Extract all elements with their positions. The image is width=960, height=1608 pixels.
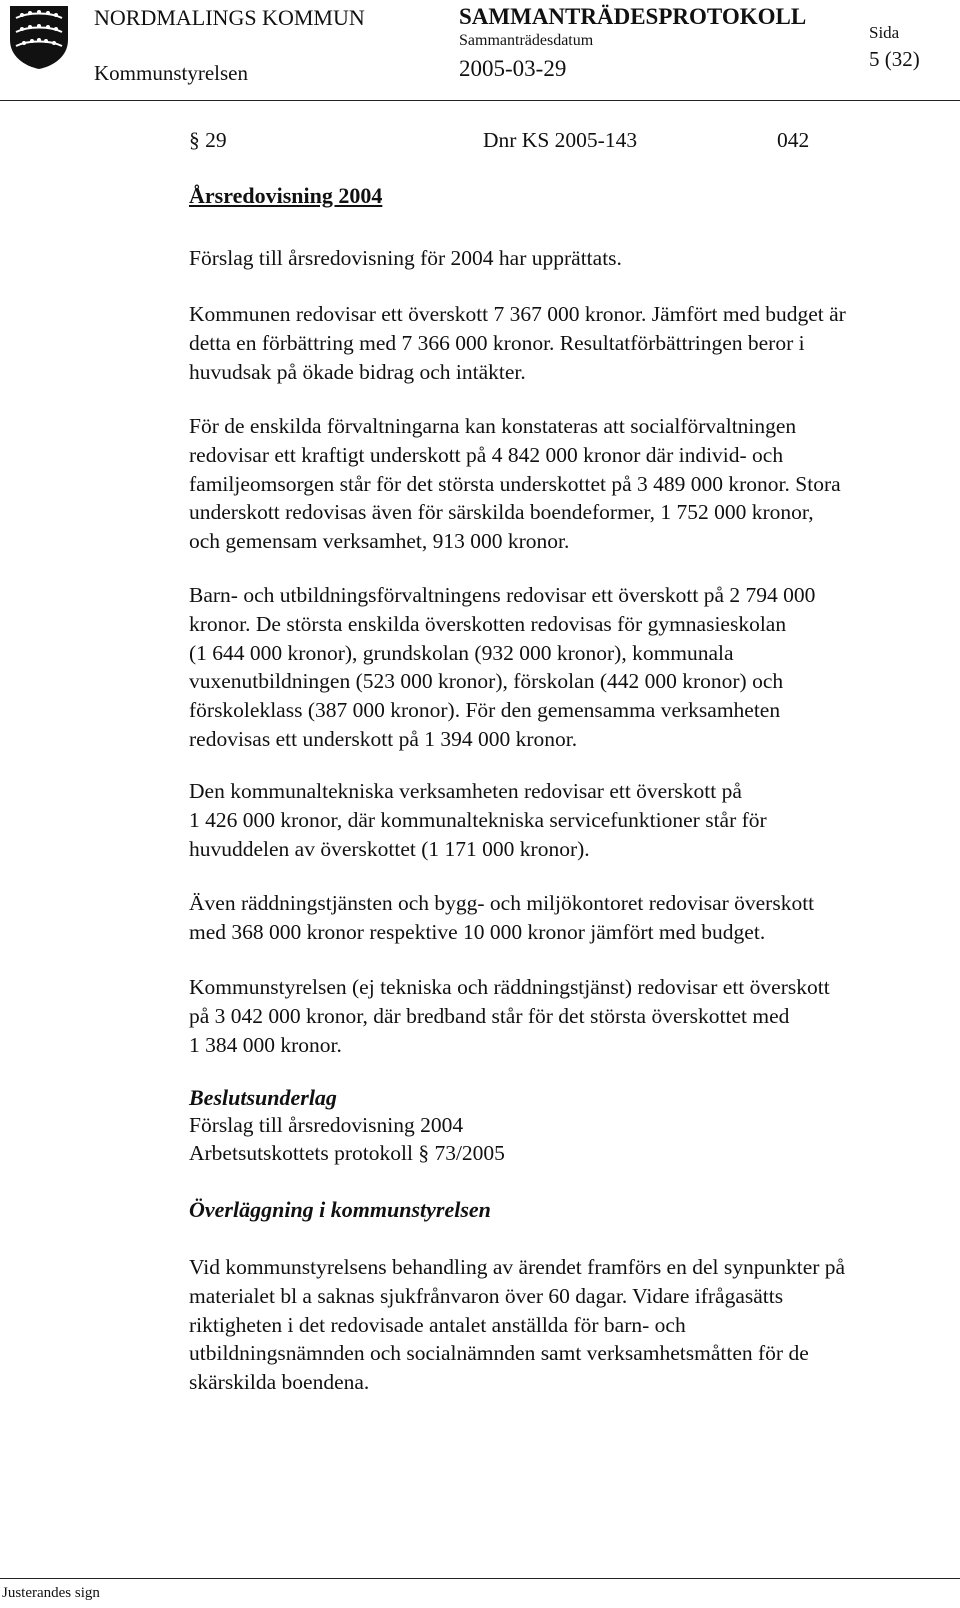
decision-basis-item: Arbetsutskottets protokoll § 73/2005 bbox=[189, 1141, 505, 1165]
paragraph-number: § 29 bbox=[189, 128, 227, 152]
deliberation-heading: Överläggning i kommunstyrelsen bbox=[189, 1197, 491, 1222]
meeting-date-value: 2005-03-29 bbox=[459, 56, 567, 81]
paragraph-6: Även räddningstjänsten och bygg- och miljökontoret redovisar överskott med 368 000 kronor respektive 10 000 kronor jämfört med budget. bbox=[189, 891, 815, 944]
page-label: Sida bbox=[869, 23, 900, 42]
paragraph-1: Förslag till årsredovisning för 2004 har upprättats. bbox=[189, 246, 622, 270]
page-number: 5 (32) bbox=[869, 47, 920, 71]
archive-code: 042 bbox=[777, 128, 810, 152]
decision-basis-item: Förslag till årsredovisning 2004 bbox=[189, 1113, 464, 1137]
decision-basis-heading: Beslutsunderlag bbox=[189, 1085, 337, 1110]
signature-label: Justerandes sign bbox=[2, 1585, 100, 1601]
deliberation-text: Vid kommunstyrelsens behandling av ärendet framförs en del synpunkter på materialet bl a saknas sjukfrånvaron över 60 dagar. Vidare ifrågasätts riktigheten i det redovisade antalet anställda för barn- och utbildningsnämnden och socialnämnden samt verksamhetsmåtten för de skärskilda boendena. bbox=[189, 1255, 846, 1395]
document-title: SAMMANTRÄDESPROTOKOLL bbox=[459, 4, 807, 29]
paragraph-5: Den kommunaltekniska verksamheten redovisar ett överskott på 1 426 000 kronor, där kommunaltekniska servicefunktioner står för huvuddelen av överskottet (1 171 000 kronor). bbox=[189, 779, 767, 861]
municipal-coat-of-arms-icon bbox=[8, 4, 70, 70]
matter-title: Årsredovisning 2004 bbox=[189, 183, 383, 208]
board-name: Kommunstyrelsen bbox=[94, 61, 248, 85]
paragraph-7: Kommunstyrelsen (ej tekniska och räddningstjänst) redovisar ett överskott på 3 042 000 kronor, där bredband står för det största överskottet med 1 384 000 kronor. bbox=[189, 975, 830, 1057]
paragraph-3: För de enskilda förvaltningarna kan konstateras att socialförvaltningen redovisar ett kraftigt underskott på 4 842 000 kronor där individ- och familjeomsorgen står för det största underskottet på 3 489 000 kronor. Stora underskott redovisas även för särskilda boendeformer, 1 752 000 kronor, och gemensam verksamhet, 913 000 kronor. bbox=[189, 414, 841, 554]
paragraph-4: Barn- och utbildningsförvaltningens redovisar ett överskott på 2 794 000 kronor. De största enskilda överskotten redovisas för gymnasieskolan (1 644 000 kronor), grundskolan (932 000 kronor), kommunala vuxenutbildningen (523 000 kronor), förskolan (442 000 kronor) och förskoleklass (387 000 kronor). För den gemensamma verksamheten redovisas ett underskott på 1 394 000 kronor. bbox=[189, 583, 816, 751]
organization-name: NORDMALINGS KOMMUN bbox=[94, 5, 365, 30]
header-divider bbox=[0, 100, 960, 101]
diary-number: Dnr KS 2005-143 bbox=[483, 128, 638, 152]
footer-divider bbox=[0, 1578, 960, 1579]
meeting-date-label: Sammanträdesdatum bbox=[459, 32, 594, 49]
paragraph-2: Kommunen redovisar ett överskott 7 367 000 kronor. Jämfört med budget är detta en förbättring med 7 366 000 kronor. Resultatförbättringen beror i huvudsak på ökade bidrag och intäkter. bbox=[189, 302, 846, 384]
